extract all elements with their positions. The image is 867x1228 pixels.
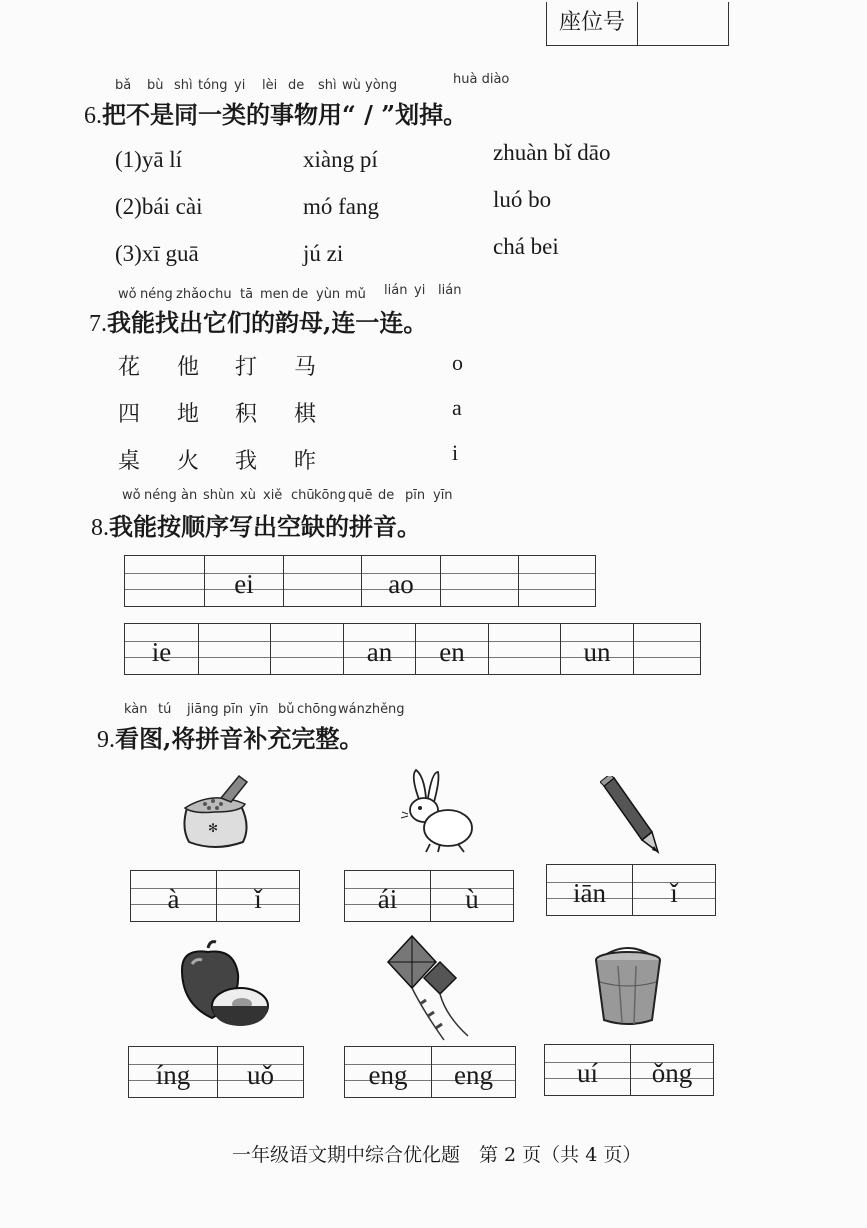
- pinyin-annotation: quē: [348, 488, 373, 503]
- option-b[interactable]: mó fang: [303, 194, 380, 219]
- pinyin-sequence-row-2: [124, 623, 701, 675]
- pinyin-annotation: wán: [338, 702, 365, 717]
- hanzi-character[interactable]: 打: [235, 355, 258, 380]
- question-8-heading: [91, 507, 421, 542]
- question-number: 6.: [84, 103, 102, 129]
- pinyin-annotation: de: [378, 488, 395, 503]
- hanzi-character[interactable]: 火: [177, 449, 200, 474]
- pinyin-sequence-row-1: [124, 555, 596, 607]
- pinyin-annotation: tóng: [198, 78, 228, 93]
- hanzi-character[interactable]: 马: [294, 355, 317, 380]
- q6-row-3-label-and-a: (3)xī guā: [115, 241, 199, 266]
- pinyin-annotation: néng: [144, 488, 177, 503]
- pinyin-annotation: pīn: [405, 488, 426, 503]
- pinyin-cell[interactable]: [488, 624, 560, 674]
- pinyin-cell[interactable]: ái: [345, 871, 430, 921]
- fill-pinyin-grid: [130, 870, 300, 922]
- rice-bag-icon: [175, 768, 255, 850]
- hanzi-character[interactable]: 我: [235, 449, 258, 474]
- pinyin-annotation: de: [288, 78, 305, 93]
- pinyin-cell[interactable]: iān: [547, 865, 632, 915]
- pinyin-annotation: yīn: [433, 488, 453, 503]
- pinyin-cell[interactable]: ǒng: [630, 1045, 713, 1095]
- pinyin-cell[interactable]: en: [415, 624, 488, 674]
- hanzi-character[interactable]: 棋: [294, 402, 317, 427]
- pinyin-annotation: wǒ: [118, 287, 137, 302]
- option-c[interactable]: luó bo: [493, 187, 552, 212]
- pinyin-annotation: kōng: [314, 488, 346, 503]
- seat-number-field[interactable]: [638, 2, 728, 45]
- option-a[interactable]: xī guā: [141, 241, 199, 266]
- pinyin-annotation: de: [292, 287, 309, 302]
- pinyin-cell[interactable]: ao: [361, 556, 440, 606]
- seat-number-label: 座位号: [547, 2, 638, 45]
- hanzi-character[interactable]: 他: [177, 355, 200, 380]
- option-a[interactable]: yā lí: [141, 147, 183, 172]
- question-number: 7.: [89, 311, 107, 337]
- pinyin-annotation: chū: [291, 488, 315, 503]
- seat-number-box: [546, 2, 729, 46]
- pinyin-annotation: tú: [158, 702, 172, 717]
- pinyin-annotation: yòng: [365, 78, 398, 93]
- pinyin-annotation: chu: [208, 287, 232, 302]
- question-7-heading: [89, 303, 427, 338]
- fill-pinyin-grid: [546, 864, 716, 916]
- final-option[interactable]: o: [452, 350, 463, 375]
- option-b[interactable]: jú zi: [303, 241, 344, 266]
- pinyin-annotation: lèi: [262, 78, 278, 93]
- question-title: 把不是同一类的事物用“ / ”划掉。: [102, 100, 468, 129]
- pinyin-cell[interactable]: uí: [545, 1045, 630, 1095]
- hanzi-character[interactable]: 地: [177, 402, 200, 427]
- pinyin-annotation: bǎ: [115, 78, 132, 93]
- question-title: 看图,将拼音补充完整。: [115, 724, 364, 753]
- pinyin-annotation: néng: [140, 287, 173, 302]
- pinyin-cell[interactable]: eng: [345, 1047, 431, 1097]
- pinyin-annotation: pīn: [223, 702, 244, 717]
- pinyin-cell[interactable]: ǐ: [216, 871, 299, 921]
- pinyin-cell[interactable]: [125, 556, 204, 606]
- pinyin-cell[interactable]: uǒ: [217, 1047, 303, 1097]
- kite-icon: [384, 932, 472, 1042]
- bucket-icon: [588, 942, 668, 1028]
- pinyin-annotation: xù: [240, 488, 256, 503]
- option-b[interactable]: xiàng pí: [303, 147, 378, 172]
- hanzi-character[interactable]: 花: [118, 355, 141, 380]
- fill-pinyin-grid: [344, 870, 514, 922]
- pinyin-annotation: lián: [438, 283, 462, 298]
- svg-text:✻: ✻: [207, 821, 219, 835]
- pinyin-cell[interactable]: un: [560, 624, 633, 674]
- pinyin-cell[interactable]: ei: [204, 556, 283, 606]
- pinyin-cell[interactable]: an: [343, 624, 415, 674]
- pinyin-annotation: zhǎo: [176, 287, 207, 302]
- fill-pinyin-grid: [128, 1046, 304, 1098]
- pinyin-cell[interactable]: [283, 556, 361, 606]
- pinyin-annotation: wù: [342, 78, 361, 93]
- pinyin-annotation: bù: [147, 78, 164, 93]
- pinyin-annotation: mǔ: [345, 287, 366, 302]
- option-a[interactable]: bái cài: [141, 194, 203, 219]
- q6-row-1-label-and-a: (1)yā lí: [115, 147, 183, 172]
- pinyin-annotation: men: [260, 287, 289, 302]
- fill-pinyin-grid: [344, 1046, 516, 1098]
- option-c[interactable]: zhuàn bǐ dāo: [493, 140, 611, 165]
- pinyin-annotation: tā: [240, 287, 254, 302]
- hanzi-character[interactable]: 桌: [118, 449, 141, 474]
- pinyin-annotation: yi: [414, 283, 426, 298]
- pinyin-cell[interactable]: [633, 624, 700, 674]
- pinyin-annotation: shì: [318, 78, 337, 93]
- pinyin-cell[interactable]: [518, 556, 595, 606]
- apple-icon: [172, 940, 272, 1032]
- pinyin-annotation: jiāng: [187, 702, 219, 717]
- pinyin-annotation: chōng: [297, 702, 337, 717]
- pinyin-annotation: huà diào: [453, 72, 510, 87]
- question-9-heading: [97, 719, 363, 754]
- hanzi-character[interactable]: 昨: [294, 449, 317, 474]
- pinyin-annotation: shì: [174, 78, 193, 93]
- pinyin-annotation: shùn: [203, 488, 235, 503]
- question-6-heading: [84, 95, 467, 130]
- pinyin-annotation: kàn: [124, 702, 148, 717]
- question-number: 9.: [97, 727, 115, 753]
- pinyin-annotation: yùn: [316, 287, 341, 302]
- question-title: 我能按顺序写出空缺的拼音。: [109, 512, 421, 541]
- pinyin-annotation: yi: [234, 78, 246, 93]
- pinyin-cell[interactable]: [270, 624, 343, 674]
- rabbit-icon: [398, 766, 478, 854]
- hanzi-character[interactable]: 积: [235, 402, 258, 427]
- pinyin-cell[interactable]: eng: [431, 1047, 515, 1097]
- pinyin-annotation: bǔ: [278, 702, 295, 717]
- question-number: 8.: [91, 515, 109, 541]
- pinyin-annotation: yīn: [249, 702, 269, 717]
- pinyin-cell[interactable]: ù: [430, 871, 513, 921]
- page-footer: 一年级语文期中综合优化题 第 2 页（共 4 页）: [232, 1144, 642, 1166]
- final-option[interactable]: i: [452, 440, 459, 465]
- pinyin-cell[interactable]: [198, 624, 270, 674]
- pinyin-annotation: àn: [181, 488, 198, 503]
- hanzi-character[interactable]: 四: [118, 402, 141, 427]
- option-c[interactable]: chá bei: [493, 234, 559, 259]
- fill-pinyin-grid: [544, 1044, 714, 1096]
- pencil-icon: [600, 776, 664, 856]
- pinyin-cell[interactable]: [440, 556, 518, 606]
- pinyin-cell[interactable]: ǐ: [632, 865, 715, 915]
- pinyin-cell[interactable]: ie: [125, 624, 198, 674]
- final-option[interactable]: a: [452, 395, 462, 420]
- question-title: 我能找出它们的韵母,连一连。: [107, 308, 428, 337]
- pinyin-annotation: wǒ: [122, 488, 141, 503]
- pinyin-annotation: xiě: [263, 488, 283, 503]
- q6-row-2-label-and-a: (2)bái cài: [115, 194, 203, 219]
- pinyin-cell[interactable]: íng: [129, 1047, 217, 1097]
- pinyin-annotation: zhěng: [365, 702, 405, 717]
- pinyin-annotation: lián: [384, 283, 408, 298]
- pinyin-cell[interactable]: à: [131, 871, 216, 921]
